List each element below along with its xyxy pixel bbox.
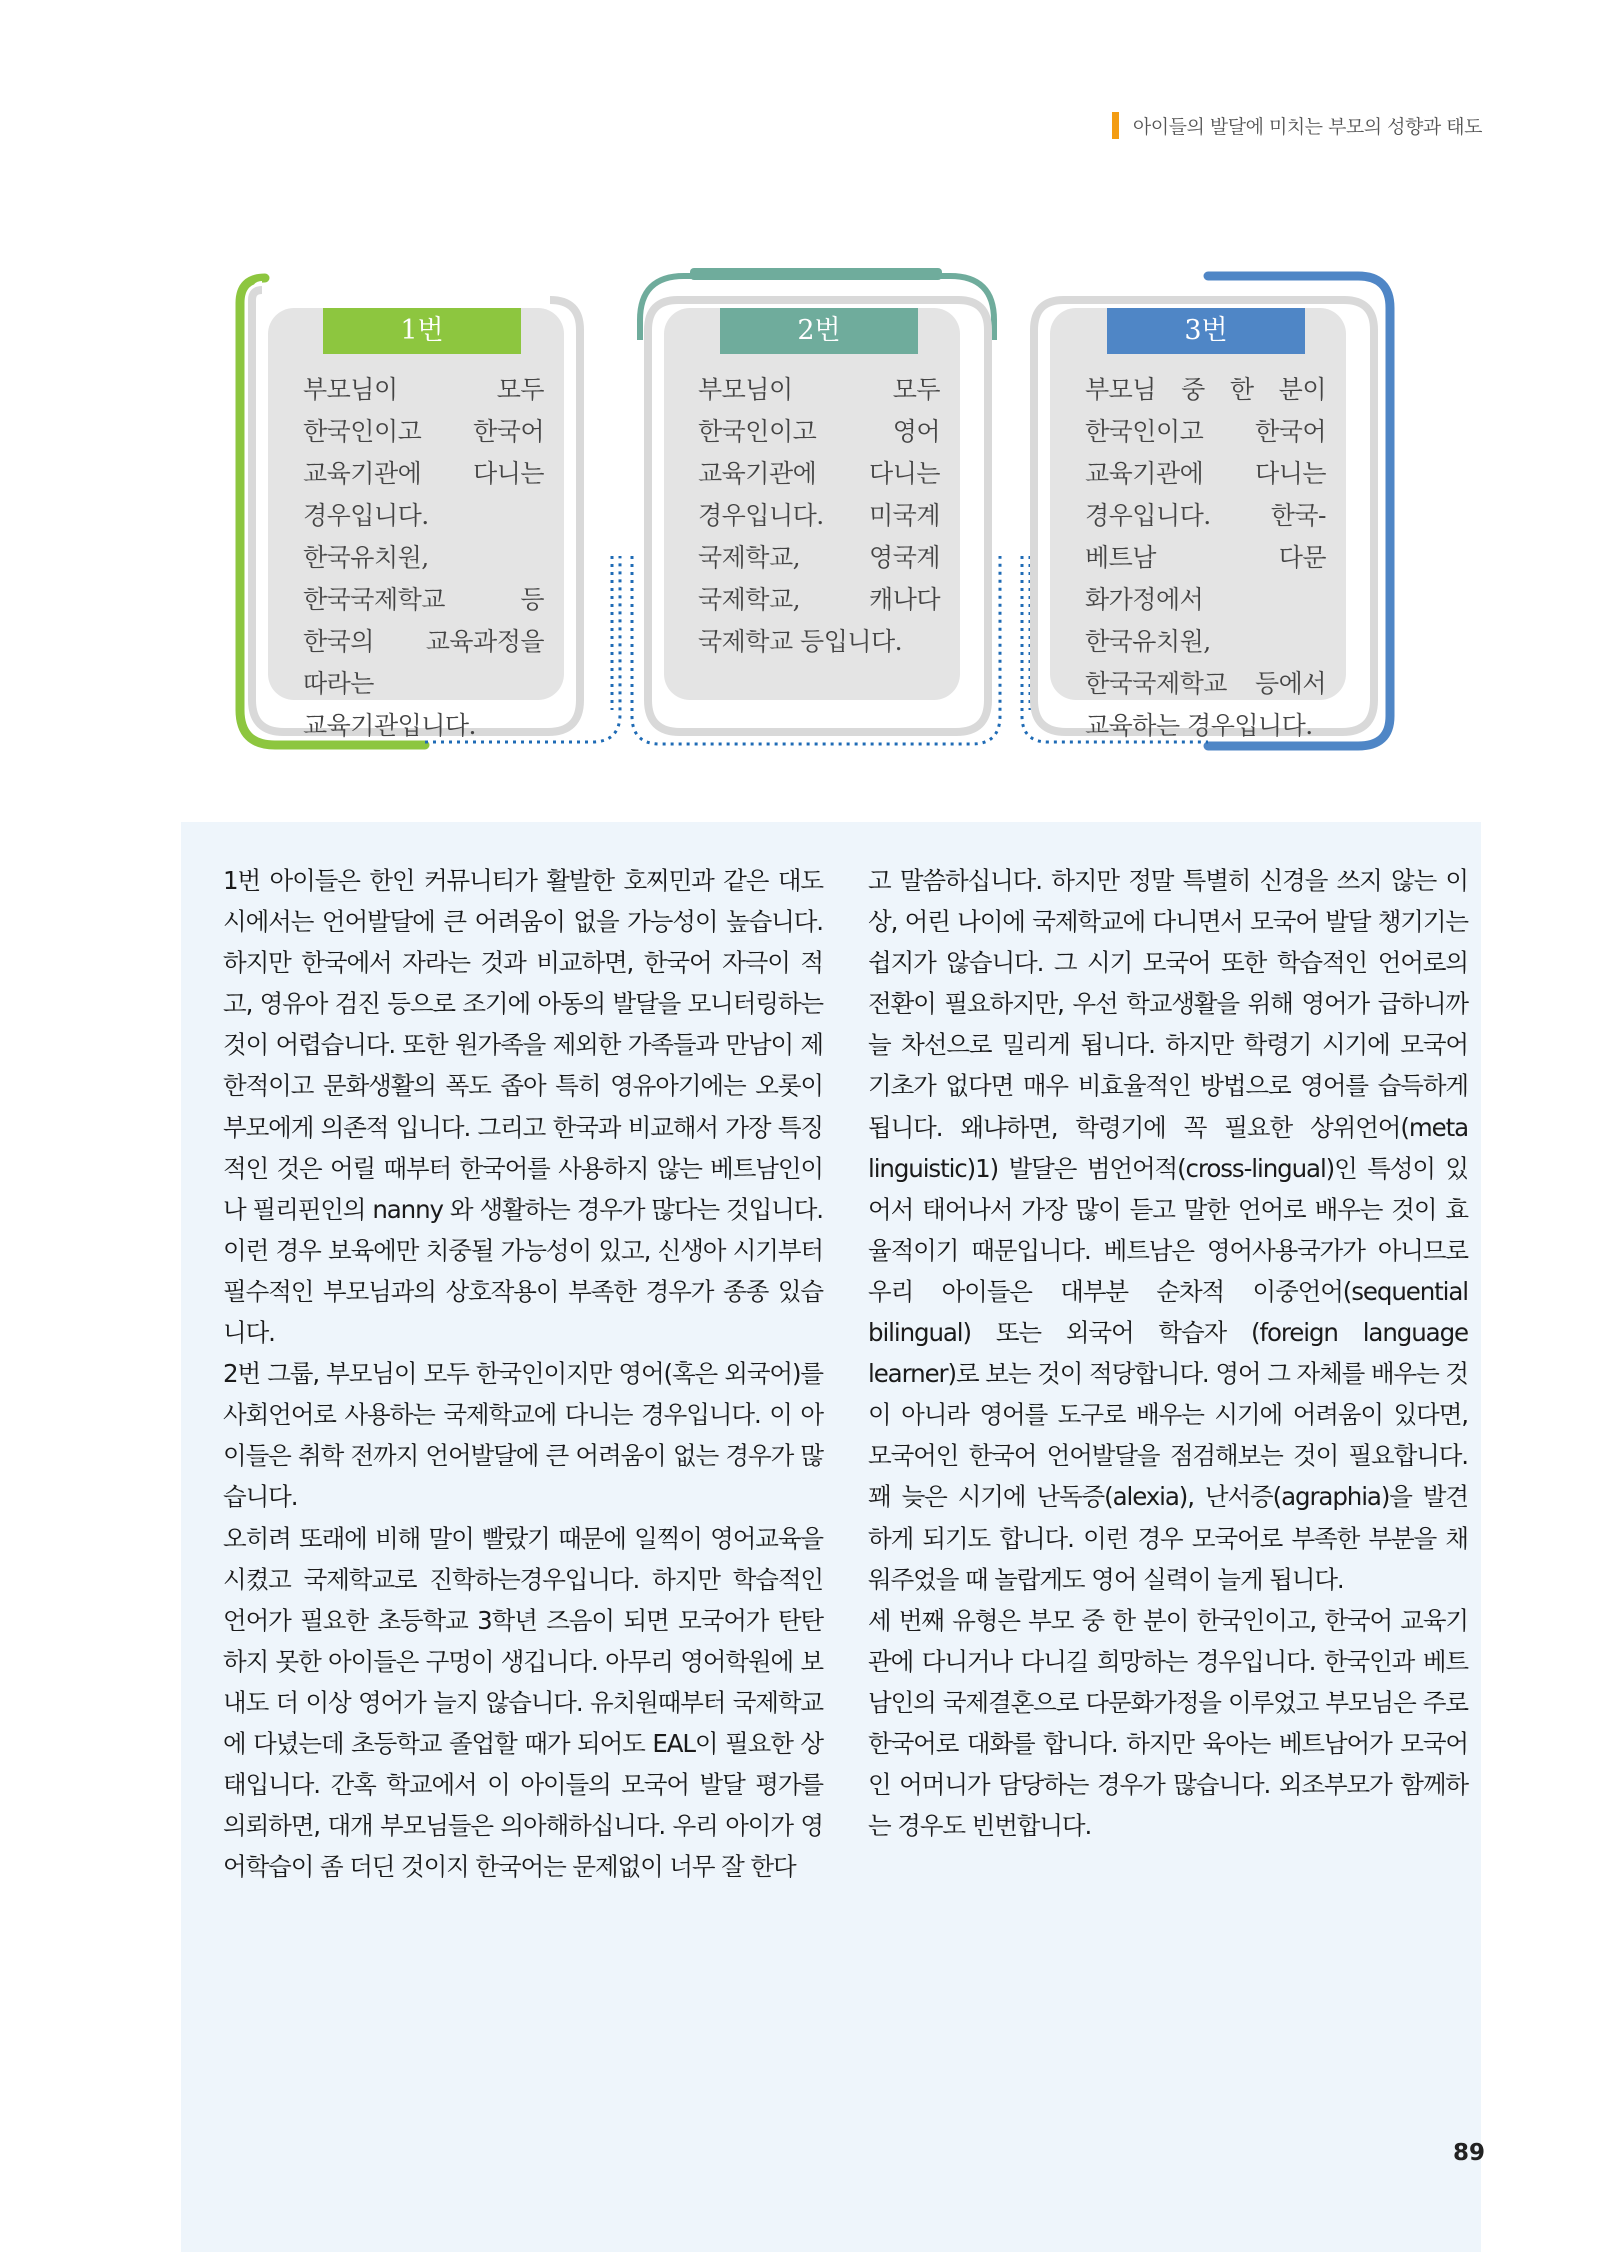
card-2 bbox=[664, 308, 960, 700]
card-2-label: 2번 bbox=[720, 308, 918, 354]
card-3 bbox=[1050, 308, 1346, 740]
page-number: 89 bbox=[1453, 2140, 1486, 2166]
right-paragraph-2: 세 번째 유형은 부모 중 한 분이 한국인이고, 한국어 교육기관에 다니거나 다니길 희망하는 경우입니다. 한국인과 베트남인의 국제결혼으로 다문화가정을 이루었고 부모님은 주로 한국어로 대화를 합니다. 하지만 육아는 베트남어가 모국어인 어머니가 담당하는 경우가 많습니다. 외조부모가 함께하는 경우도 빈번합니다. bbox=[868, 1605, 1468, 1841]
body-column-right bbox=[868, 860, 1468, 1846]
card-2-text: 부모님이 모두 한국인이고 영어 교육기관에 다니는 경우입니다. 미국계 국제학교, 영국계 국제학교, 캐나다 국제학교 등입니다. bbox=[698, 375, 940, 656]
right-paragraph-1: 고 말씀하십니다. 하지만 정말 특별히 신경을 쓰지 않는 이상, 어린 나이에 국제학교에 다니면서 모국어 발달 챙기기는 쉽지가 않습니다. 그 시기 모국어 또한 학습적인 언어로의 전환이 필요하지만, 우선 학교생활을 위해 영어가 급하니까 늘 차선으로 밀리게 됩니다. 하지만 학령기 시기에 모국어 기초가 없다면 매우 비효율적인 방법으로 영어를 습득하게 됩니다. 왜냐하면, 학령기에 꼭 필요한 상위언어(meta linguistic)1) 발달은 범언어적(cross-lingual)인 특성이 있어서 태어나서 가장 많이 듣고 말한 언어로 배우는 것이 효율적이기 때문입니다. 베트남은 영어사용국가가 아니므로 우리 아이들은 대부분 순차적 이중언어(sequential bilingual) 또는 외국어 학습자 (foreign language learner)로 보는 것이 적당합니다. 영어 그 자체를 배우는 것이 아니라 영어를 도구로 배우는 시기에 어려움이 있다면, 모국어인 한국어 언어발달을 점검해보는 것이 필요합니다. 꽤 늦은 시기에 난독증(alexia), 난서증(agraphia)을 발견하게 되기도 합니다. 이런 경우 모국어로 부족한 부분을 채워주었을 때 놀랍게도 영어 실력이 늘게 됩니다. bbox=[868, 866, 1468, 1594]
left-paragraph-2: 2번 그룹, 부모님이 모두 한국인이지만 영어(혹은 외국어)를 사회언어로 사용하는 국제학교에 다니는 경우입니다. 이 아이들은 취학 전까지 언어발달에 큰 어려움이 없는 경우가 많습니다. bbox=[223, 1359, 823, 1512]
left-paragraph-1: 1번 아이들은 한인 커뮤니티가 활발한 호찌민과 같은 대도시에서는 언어발달에 큰 어려움이 없을 가능성이 높습니다. 하지만 한국에서 자라는 것과 비교하면, 한국어 자극이 적고, 영유아 검진 등으로 조기에 아동의 발달을 모니터링하는 것이 어렵습니다. 또한 원가족을 제외한 가족들과 만남이 제한적이고 문화생활의 폭도 좁아 특히 영유아기에는 오롯이 부모에게 의존적 입니다. 그리고 한국과 비교해서 가장 특징적인 것은 어릴 때부터 한국어를 사용하지 않는 베트남인이나 필리핀인의 nanny 와 생활하는 경우가 많다는 것입니다. 이런 경우 보육에만 치중될 가능성이 있고, 신생아 시기부터 필수적인 부모님과의 상호작용이 부족한 경우가 종종 있습니다. bbox=[223, 866, 823, 1348]
body-column-left bbox=[223, 860, 823, 1887]
card-3-label: 3번 bbox=[1107, 308, 1305, 354]
card-3-text: 부모님 중 한 분이 한국인이고 한국어 교육기관에 다니는 경우입니다. 한국-베트남 다문 화가정에서 한국유치원, 한국국제학교 등에서 교육하는 경우입니다. bbox=[1085, 375, 1326, 740]
card-1 bbox=[268, 308, 564, 740]
card-1-text: 부모님이 모두 한국인이고 한국어 교육기관에 다니는 경우입니다. 한국유치원, 한국국제학교 등 한국의 교육과정을 따라는 교육기관입니다. bbox=[303, 375, 544, 740]
card-1-label: 1번 bbox=[323, 308, 521, 354]
header-title: 아이들의 발달에 미치는 부모의 성향과 태도 bbox=[1132, 116, 1482, 138]
left-paragraph-3: 오히려 또래에 비해 말이 빨랐기 때문에 일찍이 영어교육을 시켰고 국제학교로 진학하는경우입니다. 하지만 학습적인 언어가 필요한 초등학교 3학년 즈음이 되면 모국어가 탄탄하지 못한 아이들은 구멍이 생깁니다. 아무리 영어학원에 보내도 더 이상 영어가 늘지 않습니다. 유치원때부터 국제학교에 다녔는데 초등학교 졸업할 때가 되어도 EAL이 필요한 상태입니다. 간혹 학교에서 이 아이들의 모국어 발달 평가를 의뢰하면, 대개 부모님들은 의아해하십니다. 우리 아이가 영어학습이 좀 더딘 것이지 한국어는 문제없이 너무 잘 한다 bbox=[223, 1523, 823, 1882]
